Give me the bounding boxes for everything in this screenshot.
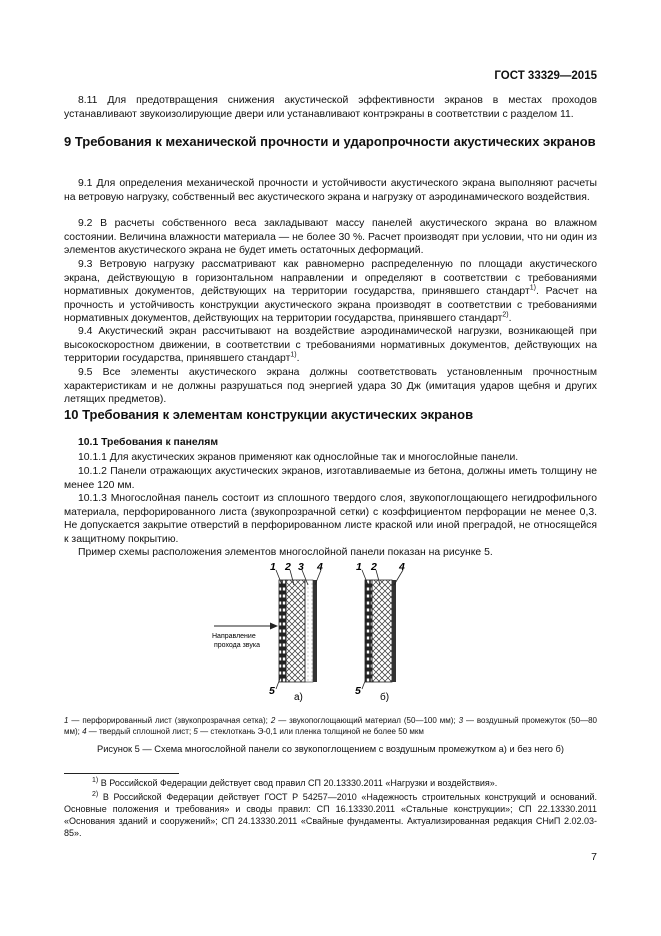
figure-5-diagram [190,558,450,706]
footnote-ref-2: 2) [502,311,509,319]
label-4-a: 4 [317,561,323,573]
footnote-1-text: В Российской Федерации действует свод правил СП 20.13330.2011 «Нагрузки и воздействия». [98,778,498,788]
legend-text-4: — твердый сплошной лист; [86,727,194,736]
label-3-a: 3 [298,561,304,573]
figure-legend [64,715,597,737]
label-1-a: 1 [270,561,276,573]
paragraph-9-5 [64,366,597,407]
sound-direction-arrow-icon [214,623,278,630]
perforated-sheet-b [365,580,372,682]
paragraph-9-4: 9.4 Акустический экран рассчитывают на воздействие аэродинамической нагрузки, возникающей при высокоскоростном движении, в соответствии с требованиями нормативных документов, действующих на территории государства, принявшего стандарт$^{1)}$. [64,326,597,364]
paragraph-9-1-text: 9.1 Для определения механической прочности и устойчивости акустического экрана выполняют расчеты на ветровую нагрузку, собственный вес акустического экрана и нагрузку от аэродинамического воздействия. [64,178,597,203]
perforated-sheet-a [279,580,286,682]
legend-text-5: — стеклоткань Э-0,1 или пленка толщиной не более 50 мкм [197,727,424,736]
footnote-2 [64,791,597,839]
paragraph-10-1-2 [64,465,597,492]
page-number: 7 [591,851,597,863]
paragraph-10-1-1 [64,451,597,465]
legend-num-5: 5 [193,727,198,736]
paragraph-9-5-text: 9.5 Все элементы акустического экрана должны соответствовать установленным прочностным характеристикам и не должны разрушаться под энергией удара 30 Дж (имитация ударов щебня и других летящих предметов). [64,367,597,405]
legend-text-3: — воздушный промежуток (50—80 мм); [64,716,597,736]
label-4-b: 4 [399,561,405,573]
footnote-ref-1b: 1) [290,351,297,359]
paragraph-10-1-3-text: 10.1.3 Многослойная панель состоит из сплошного твердого слоя, звукопоглощающего негидрофильного материала, перфорированного листа (звукопрозрачной сетки) с коэффициентом перфорации не менее 0,3. Не допускается закрытие отверстий в перфорированном листе краской или иной преградой, не относящейся к защитному покрытию. [64,493,597,545]
footnote-1-mark: 1) [92,777,99,784]
paragraph-figure-reference-text: Пример схемы расположения элементов многослойной панели показан на рисунке 5. [78,547,493,558]
label-5-a: 5 [269,685,275,697]
legend-num-4: 4 [82,727,87,736]
paragraph-8-11 [64,94,597,121]
footnote-divider [64,773,179,774]
solid-sheet-a [313,580,317,682]
absorber-layer-a [286,580,305,682]
paragraph-10-1-2-text: 10.1.2 Панели отражающих акустических экранов, изготавливаемые из бетона, должны иметь толщину не менее 120 мм. [64,466,597,491]
sublabel-a: а) [294,692,303,703]
paragraph-8-11-text: 8.11 Для предотвращения снижения акустической эффективности экранов в местах проходов устанавливают звукоизолирующие двери или устанавливают контрэкраны в соответствии с разделом 11. [64,95,597,120]
label-2-b: 2 [371,561,377,573]
footnote-2-mark: 2) [92,791,99,798]
panel-b [365,580,396,682]
paragraph-9-2 [64,217,597,258]
footnote-1 [64,777,597,789]
label-2-a: 2 [285,561,291,573]
arrow-text-line-1: Направление [212,633,256,640]
paragraph-10-1-1-text: 10.1.1 Для акустических экранов применяют как однослойные так и многослойные панели. [78,452,519,463]
solid-sheet-b [392,580,396,682]
footnote-2-text: В Российской Федерации действует ГОСТ Р 54257—2010 «Надежность строительных конструкций и оснований. Основные положения и требования» и своды правил: СП 16.13330.2011 «Стальные конструкции»; СП 22.13330.2011 «Основания зданий и сооружений»; СП 24.13330.2011 «Свайные фундаменты. Актуализированная редакция СНиП 2.02.03-85». [64,792,597,838]
legend-num-1: 1 [64,716,69,725]
label-5-b: 5 [355,685,361,697]
paragraph-10-1-3 [64,492,597,546]
air-gap-a [305,580,313,682]
paragraph-9-3-text-b: . Расчет на прочность и устойчивость конструкции акустического экрана производят в соответствии с требованиями нормативных документов, действующих на территории государства, принявшего стандарт [64,286,597,324]
paragraph-9-4-text: 9.4 Акустический экран рассчитывают на воздействие аэродинамической нагрузки, возникающей при высокоскоростном движении, в соответствии с требованиями нормативных документов, действующих на территории государства, принявшего стандарт [64,326,597,364]
arrow-text-line-2: прохода звука [214,642,260,649]
paragraph-9-3-text-a: 9.3 Ветровую нагрузку рассматривают как равномерно распределенную по площади акустического экрана, действующую в горизонтальном направлении и определяют в соответствии с требованиями нормативных документов, действующих на территории государства, принявшего стандарт [64,259,597,297]
legend-text-2: — звукопоглощающий материал (50—100 мм); [275,716,459,725]
figure-caption: Рисунок 5 — Схема многослойной панели со звукопоглощением с воздушным промежутком а) и без него б) [97,744,564,754]
paragraph-9-1 [64,177,597,204]
document-code: ГОСТ 33329—2015 [494,70,597,82]
paragraph-9-3: 9.3 Ветровую нагрузку рассматривают как равномерно распределенную по площади акустического экрана, действующую в горизонтальном направлении и определяют в соответствии с требованиями нормативных документов, действующих на территории государства, принявшего стандарт$^{1)}$. Расчет на прочность и устойчивость конструкции акустического экрана производят в соответствии с требованиями нормативных документов, действующих на территории государства, принявшего стандарт$^{2)}$. [64,259,597,324]
absorber-layer-b [372,580,392,682]
legend-num-3: 3 [458,716,464,725]
section-9-heading: 9 Требования к механической прочности и ударопрочности акустических экранов [64,134,596,149]
label-1-b: 1 [356,561,362,573]
subsection-10-1-heading: 10.1 Требования к панелям [78,437,219,448]
paragraph-9-2-text: 9.2 В расчеты собственного веса закладывают массу панелей акустического экрана во влажном состоянии. Величина влажности материала — не более 30 %. Расчет производят при условии, что ни один из элементов акустического экрана не будет иметь остаточных деформаций. [64,218,597,256]
footnote-ref-1: 1) [529,284,536,292]
legend-text-1: — перфорированный лист (звукопрозрачная сетка); [68,716,271,725]
panel-a [279,580,317,682]
legend-num-2: 2 [270,716,276,725]
section-10-heading: 10 Требования к элементам конструкции акустических экранов [64,407,474,422]
sublabel-b: б) [380,692,390,703]
